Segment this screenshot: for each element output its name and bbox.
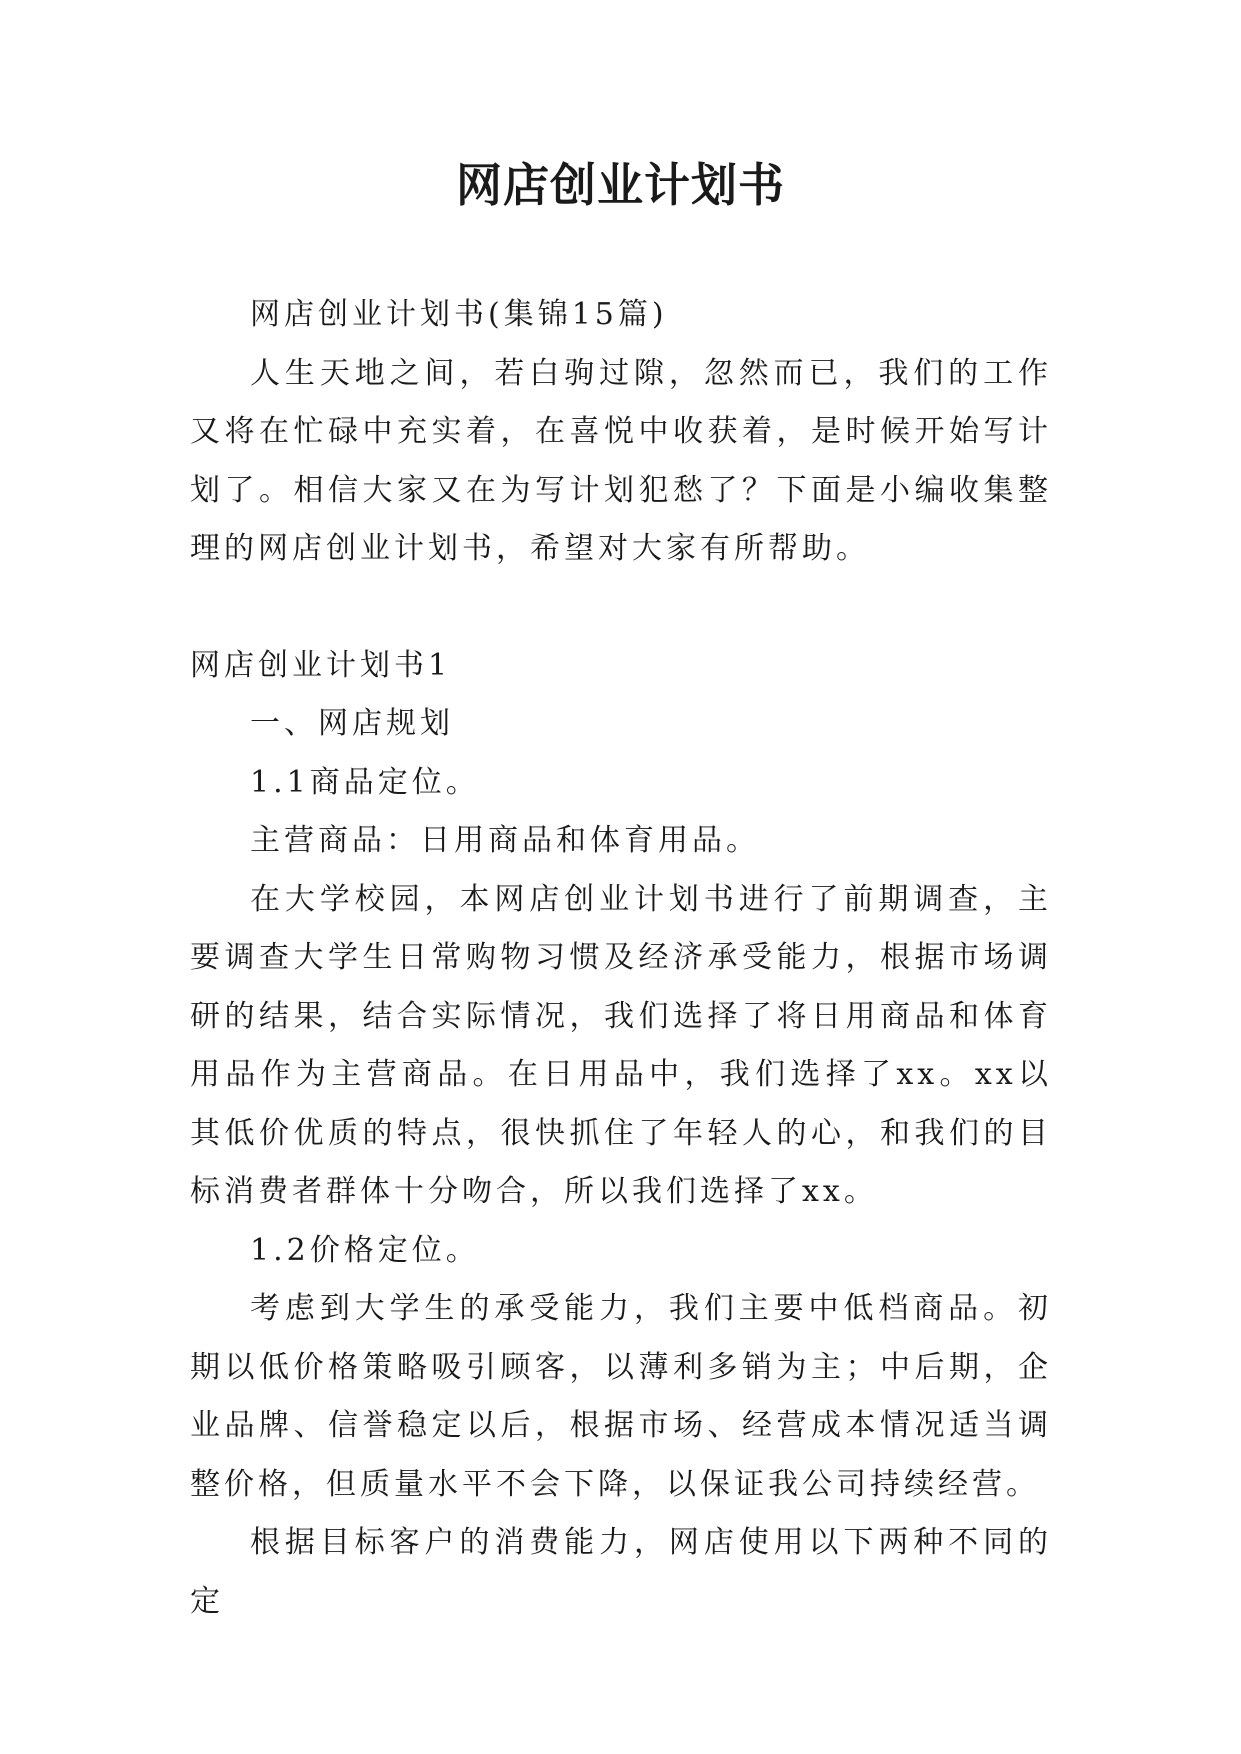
section-spacer: [190, 579, 1052, 637]
main-products-line: 主营商品：日用商品和体育用品。: [250, 823, 760, 858]
document-title: 网店创业计划书: [456, 158, 785, 212]
product-positioning-paragraph: 在大学校园，本网店创业计划书进行了前期调查，主要调查大学生日常购物习惯及经济承受能力，根据市场调研的结果，结合实际情况，我们选择了将日用商品和体育用品作为主营商品。在日用品中，我们选择了xx。xx以其低价优质的特点，很快抓住了年轻人的心，和我们的目标消费者群体十分吻合，所以我们选择了xx。: [190, 881, 1052, 1209]
subsection-heading: 1.1商品定位。: [250, 764, 480, 800]
intro-subtitle: 网店创业计划书(集锦15篇): [250, 297, 668, 332]
intro-paragraph: 人生天地之间，若白驹过隙，忽然而已，我们的工作又将在忙碌中充实着，在喜悦中收获着，是时候开始写计划了。相信大家又在为写计划犯愁了？下面是小编收集整理的网店创业计划书，希望对大家有所帮助。: [190, 355, 1052, 566]
price-positioning-paragraph: 考虑到大学生的承受能力，我们主要中低档商品。初期以低价格策略吸引顾客，以薄利多销为主；中后期，企业品牌、信誉稳定以后，根据市场、经营成本情况适当调整价格，但质量水平不会下降，以保证我公司持续经营。: [190, 1291, 1052, 1502]
subsection-heading: 1.2价格定位。: [250, 1232, 480, 1268]
pricing-methods-paragraph: 根据目标客户的消费能力，网店使用以下两种不同的定: [190, 1525, 1052, 1619]
part-heading: 一、网店规划: [250, 706, 454, 741]
document-body: [190, 286, 1052, 1631]
section-heading: 网店创业计划书1: [190, 647, 452, 683]
